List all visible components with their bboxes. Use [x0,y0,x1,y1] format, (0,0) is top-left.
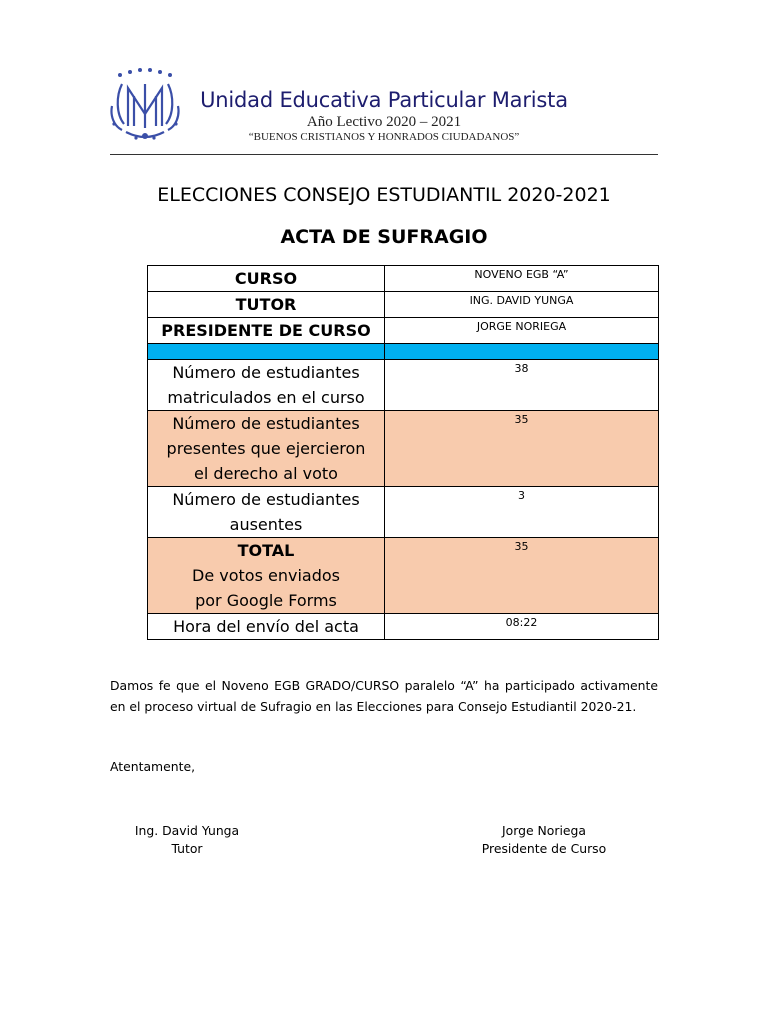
school-motto: “BUENOS CRISTIANOS Y HONRADOS CIUDADANOS” [248,131,520,143]
ausentes-value: 3 [385,487,659,538]
tutor-label: TUTOR [148,292,385,318]
table-row-curso [148,266,659,292]
table-row-presentes [148,411,659,487]
signature-president-role: Presidente de Curso [481,841,607,856]
table-row-matriculados [148,360,659,411]
closing-text: Atentamente, [110,759,196,774]
table-row-presidente [148,318,659,344]
election-title: ELECCIONES CONSEJO ESTUDIANTIL 2020-2021 [157,184,611,206]
presentes-label-line-3: el derecho al voto [194,464,338,483]
signature-tutor-name: Ing. David Yunga [134,823,240,838]
total-label [148,538,385,614]
matriculados-label [148,360,385,411]
total-label-line-1: TOTAL [237,541,295,560]
matriculados-value: 38 [385,360,659,411]
ausentes-label-line-2: ausentes [229,515,303,534]
table-separator-row [148,344,659,360]
table-row-total [148,538,659,614]
school-year: Año Lectivo 2020 – 2021 [306,114,462,130]
total-value: 35 [385,538,659,614]
table-row-tutor [148,292,659,318]
ausentes-label-line-1: Número de estudiantes [172,490,360,509]
table-row-hora [148,614,659,640]
curso-value: NOVENO EGB “A” [385,266,659,292]
matriculados-label-line-2: matriculados en el curso [167,388,365,407]
separator-cell-right [385,344,659,360]
acta-title: ACTA DE SUFRAGIO [280,226,488,248]
signature-president [464,822,624,858]
school-header [190,88,578,143]
tutor-value: ING. DAVID YUNGA [385,292,659,318]
ausentes-label [148,487,385,538]
hora-label: Hora del envío del acta [148,614,385,640]
school-logo [106,66,184,146]
school-name: Unidad Educativa Particular Marista [200,88,568,112]
signature-president-name: Jorge Noriega [501,823,586,838]
presentes-label-line-1: Número de estudiantes [172,414,360,433]
header-divider [110,154,658,155]
signature-tutor [120,822,254,858]
separator-cell-left [148,344,385,360]
marian-monogram-icon [106,66,184,146]
total-label-line-2: De votos enviados [192,566,340,585]
acta-table [147,265,659,640]
signature-tutor-role: Tutor [171,841,203,856]
presentes-label [148,411,385,487]
hora-value: 08:22 [385,614,659,640]
statement-paragraph: Damos fe que el Noveno EGB GRADO/CURSO paralelo “A” ha participado activamente en el proceso virtual de Sufragio en las Elecciones para Consejo Estudiantil 2020-21. [110,678,658,714]
presidente-label: PRESIDENTE DE CURSO [148,318,385,344]
presentes-label-line-2: presentes que ejercieron [166,439,366,458]
presidente-value: JORGE NORIEGA [385,318,659,344]
table-row-ausentes [148,487,659,538]
presentes-value: 35 [385,411,659,487]
matriculados-label-line-1: Número de estudiantes [172,363,360,382]
curso-label: CURSO [148,266,385,292]
total-label-line-3: por Google Forms [195,591,337,610]
